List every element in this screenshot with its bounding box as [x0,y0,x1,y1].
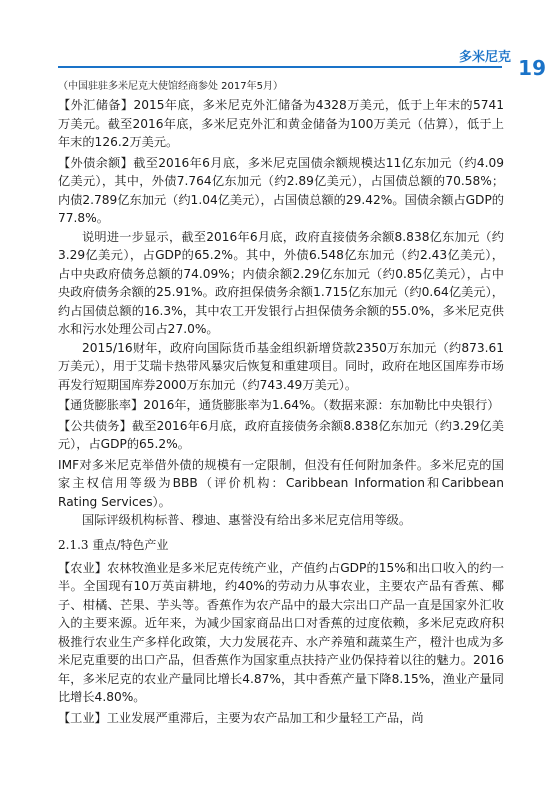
paragraph-foreign-debt: 【外债余额】截至2016年6月底，多米尼克国债余额规模达11亿东加元（约4.09亿美元），其中，外债7.764亿东加元（约2.89亿美元），占国债总额的70.58%；内债2.789亿东加元（约1.04亿美元），占国债总额的29.42%。国债余额占GDP的77.8%。 [58,155,504,225]
header-rule [58,66,502,68]
page-body [58,78,504,727]
paragraph-forex: 【外汇储备】2015年底，多米尼克外汇储备为4328万美元，低于上年末的5741万美元。截至2016年底，多米尼克外汇和黄金储备为100万美元（估算），低于上年末的126.2万美元。 [58,98,504,149]
section-heading: 2.1.3 重点/特色产业 [58,537,169,552]
paragraph-agriculture: 【农业】农林牧渔业是多米尼克传统产业，产值约占GDP的15%和出口收入的约一半。全国现有10万英亩耕地，约40%的劳动力从事农业，主要农产品有香蕉、椰子、柑橘、芒果、芋头等。香蕉作为农产品中的最大宗出口产品一直是国家外汇收入的主要来源。近年来，为减少国家商品出口对香蕉的过度依赖，多米尼克政府积极推行农业生产多样化政策，大力发展花卉、水产养殖和蔬菜生产，橙汁也成为多米尼克重要的出口产品，但香蕉作为国家重点扶持产业仍保持着以往的魅力。2016年，多米尼克的农业产量同比增长4.87%，其中香蕉产量下降8.15%，渔业产量同比增长4.80%。 [58,560,504,704]
paragraph-ratings: 国际评级机构标普、穆迪、惠誉没有给出多米尼克信用等级。 [82,513,412,527]
paragraph-public-debt: 【公共债务】截至2016年6月底，政府直接债务余额8.838亿东加元（约3.29亿美元），占GDP的65.2%。 [58,418,504,451]
paragraph-further: 说明进一步显示，截至2016年6月底，政府直接债务余额8.838亿东加元（约3.29亿美元），占GDP的65.2%。其中，外债6.548亿东加元（约2.43亿美元），占中央政府债务总额的74.09%；内债余额2.29亿东加元（约0.85亿美元），占中央政府债务余额的25.91%。政府担保债务余额1.715亿东加元（约0.64亿美元），约占国债总额的16.3%，其中农工开发银行占担保债务余额的55.0%，多米尼克供水和污水处理公司占27.0%。 [58,229,504,336]
header-country: 多米尼克 [458,50,511,65]
paragraph-industry: 【工业】工业发展严重滞后，主要为农产品加工和少量轻工产品，尚 [58,710,424,725]
page-number: 19 [518,56,546,80]
paragraph-inflation: 【通货膨胀率】2016年，通货膨胀率为1.64%。（数据来源：东加勒比中央银行） [58,398,500,412]
source-note: （中国驻驻多米尼克大使馆经商参处 2017年5月） [58,81,283,92]
paragraph-imf-loan: 2015/16财年，政府向国际货币基金组织新增贷款2350万东加元（约873.61万美元），用于艾瑞卡热带风暴灾后恢复和重建项目。同时，政府在地区国库券市场再发行短期国库券2000万东加元（约743.49万美元）。 [58,340,504,392]
paragraph-imf-limit: IMF对多米尼克举借外债的规模有一定限制，但没有任何附加条件。多米尼克的国家主权信用等级为BBB（评价机构：Caribbean Information和Caribbean Rating Services）。 [58,457,504,509]
